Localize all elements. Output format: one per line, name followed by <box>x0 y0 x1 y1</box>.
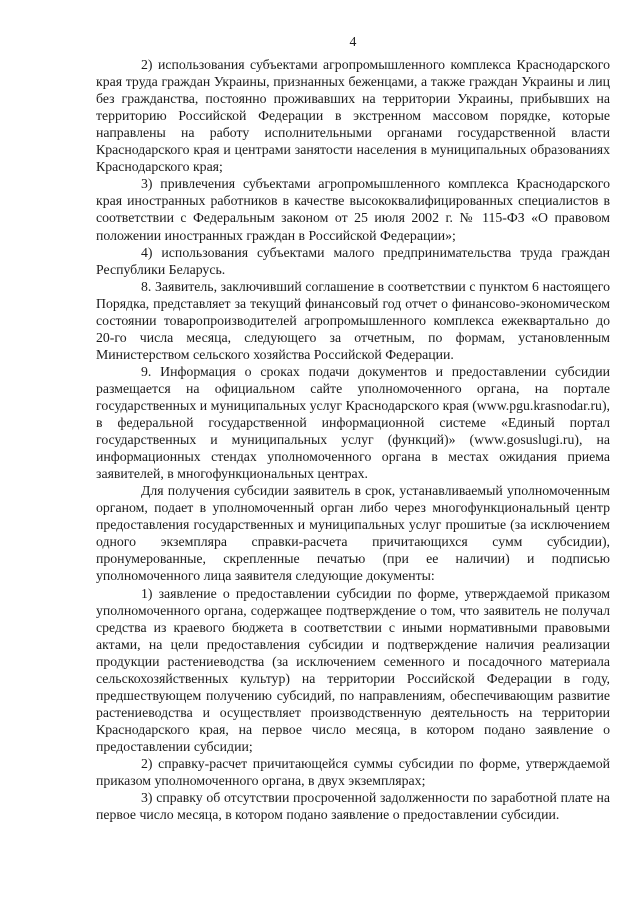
paragraph-section-8: 8. Заявитель, заключивший соглашение в соответствии с пунктом 6 настоящего Порядка, представляет за текущий финансовый год отчет о финансово-экономическом состоянии товаропроизводителей агропромышленного комплекса ежеквартально до 20-го числа месяца, следующего за отчетным, по формам, установленным Министерством сельского хозяйства Российской Федерации. <box>96 278 610 362</box>
page-number: 4 <box>349 34 357 49</box>
paragraph-item-4: 4) использования субъектами малого предпринимательства труда граждан Республики Беларусь. <box>96 244 610 277</box>
paragraph-doc-2: 2) справку-расчет причитающейся суммы субсидии по форме, утверждаемой приказом уполномоченного органа, в двух экземплярах; <box>96 755 610 789</box>
paragraph-doc-3: 3) справку об отсутствии просроченной задолженности по заработной плате на первое число месяца, в котором подано заявление о предоставлении субсидии. <box>96 790 610 823</box>
paragraph-item-2: 2) использования субъектами агропромышленного комплекса Краснодарского края труда граждан Украины, признанных беженцами, а также граждан Украины и лиц без гражданства, постоянно проживавших на территории Украины, прибывших на территорию Российской Федерации в экстренном массовом порядке, которые направлены на работу исполнительными органами государственной власти Краснодарского края и центрами занятости населения в муниципальных образованиях Краснодарского края; <box>96 57 610 175</box>
paragraph-section-9: 9. Информация о сроках подачи документов и предоставлении субсидии размещается на официальном сайте уполномоченного органа, на портале государственных и муниципальных услуг Краснодарского края (www.pgu.krasnodar.ru), в федеральной государственной информационной системе «Единый портал государственных и муниципальных услуг (функций)» (www.gosuslugi.ru), на информационных стендах уполномоченного органа в местах ожидания приема заявителей, в многофункциональных центрах. <box>96 363 610 482</box>
paragraph-doc-1: 1) заявление о предоставлении субсидии по форме, утверждаемой приказом уполномоченного органа, содержащее подтверждение о том, что заявитель не получал средства из краевого бюджета в соответствии с иными нормативными правовыми актами, на цели предоставления субсидии и подтверждение наличия реализации продукции растениеводства (за исключением семенного и посадочного материала сельскохозяйственных культур) на территории Российской Федерации в году, предшествующем получению субсидий, по направлениям, обеспечивающим развитие растениеводства и осуществляет производственную деятельность на территории Краснодарского края, на первое число месяца, в котором подано заявление о предоставлении субсидии; <box>96 585 610 754</box>
paragraph-documents-intro: Для получения субсидии заявитель в срок, устанавливаемый уполномоченным органом, подает в уполномоченный орган либо через многофункциональный центр предоставления государственных и муниципальных услуг прошитые (за исключением одного экземпляра справки-расчета причитающихся сумм субсидии), пронумерованные, скрепленные печатью (при ее наличии) и подписью уполномоченного лица заявителя следующие документы: <box>96 483 610 584</box>
paragraph-item-3: 3) привлечения субъектами агропромышленного комплекса Краснодарского края иностранных работников в качестве высококвалифицированных специалистов в соответствии с Федеральным законом от 25 июля 2002 г. № 115-ФЗ «О правовом положении иностранных граждан в Российской Федерации»; <box>96 176 610 243</box>
